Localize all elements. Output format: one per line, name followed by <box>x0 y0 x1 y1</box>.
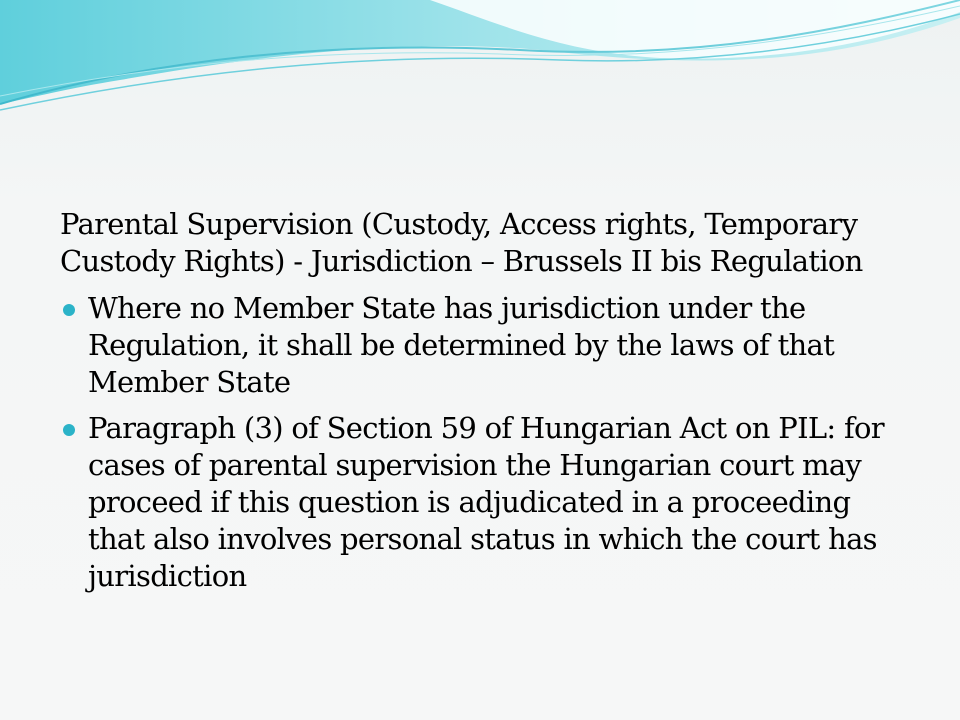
list-item <box>60 290 910 401</box>
list-item-text: Paragraph (3) of Section 59 of Hungarian Act on PIL: for cases of parental supervision the Hungarian court may proceed if this question is adjudicated in a proceeding that also involves personal status in which the court has jurisdiction <box>88 411 884 593</box>
slide-heading: Parental Supervision (Custody, Access rights, Temporary Custody Rights) - Jurisdiction – Brussels II bis Regulation <box>60 207 863 278</box>
slide-content <box>60 206 910 604</box>
bullet-dot-icon <box>63 424 75 436</box>
bullet-dot-icon <box>63 304 75 316</box>
bullet-list <box>60 290 910 595</box>
wave-banner-decoration <box>0 0 960 130</box>
list-item <box>60 410 910 595</box>
list-item-text: Where no Member State has jurisdiction under the Regulation, it shall be determined by the laws of that Member State <box>88 291 835 399</box>
